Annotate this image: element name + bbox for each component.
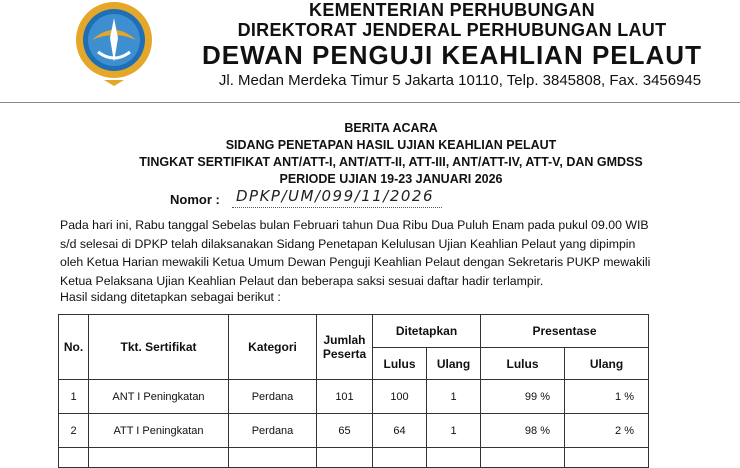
header-participants xyxy=(317,315,373,380)
opening-paragraph xyxy=(60,216,740,290)
cell-participants: 65 xyxy=(317,414,373,448)
header-percentage: Presentase xyxy=(481,315,649,348)
cell-retake-pct: 1 % xyxy=(565,380,649,414)
cell-passed-pct: 99 % xyxy=(481,380,565,414)
header-passed-pct: Lulus xyxy=(481,348,565,380)
letterhead-divider xyxy=(0,102,740,103)
address-line: Jl. Medan Merdeka Timur 5 Jakarta 10110, Telp. 3845808, Fax. 3456945 xyxy=(218,72,702,89)
header-no: No. xyxy=(59,315,89,380)
cell-passed: 64 xyxy=(373,414,427,448)
cell-certificate-level: ANT I Peningkatan xyxy=(89,380,229,414)
cell-retake-pct: 2 % xyxy=(565,414,649,448)
header-certificate-level: Tkt. Sertifikat xyxy=(89,315,229,380)
header-retake: Ulang xyxy=(427,348,481,380)
paragraph-line: Pada hari ini, Rabu tanggal Sebelas bulan Februari tahun Dua Ribu Dua Puluh Enam pada pukul 09.00 WIB xyxy=(60,218,649,232)
cell-category: Perdana xyxy=(229,414,317,448)
header-determined: Ditetapkan xyxy=(373,315,481,348)
ministry-logo-icon xyxy=(70,0,158,86)
cell-certificate-level: ATT I Peningkatan xyxy=(89,414,229,448)
paragraph-line: oleh Ketua Harian mewakili Ketua Umum Dewan Penguji Keahlian Pelaut dengan Sekretaris PUKP mewakili xyxy=(60,255,651,269)
number-dotted-line xyxy=(232,207,442,208)
header-category: Kategori xyxy=(229,315,317,380)
table-row-partial xyxy=(59,448,649,468)
results-table xyxy=(58,314,649,468)
table-row xyxy=(59,414,649,448)
exam-period: PERIODE UJIAN 19-23 JANUARI 2026 xyxy=(279,172,503,186)
certificate-levels: TINGKAT SERTIFIKAT ANT/ATT-I, ANT/ATT-II, ATT-III, ANT/ATT-IV, ATT-V, DAN GMDSS xyxy=(139,155,643,169)
document-title: BERITA ACARA xyxy=(344,121,438,135)
header-participants-line1: Jumlah xyxy=(323,333,366,347)
cell-no: 2 xyxy=(59,414,89,448)
ministry-name: KEMENTERIAN PERHUBUNGAN xyxy=(309,0,595,20)
header-participants-line2: Peserta xyxy=(322,347,367,361)
cell-no: 1 xyxy=(59,380,89,414)
handwritten-number: DPKP/UM/099/11/2026 xyxy=(236,187,435,205)
header-passed: Lulus xyxy=(373,348,427,380)
cell-passed-pct: 98 % xyxy=(481,414,565,448)
header-retake-pct: Ulang xyxy=(565,348,649,380)
cell-participants: 101 xyxy=(317,380,373,414)
cell-passed: 100 xyxy=(373,380,427,414)
board-name: DEWAN PENGUJI KEAHLIAN PELAUT xyxy=(202,40,702,70)
paragraph-line: Ketua Pelaksana Ujian Keahlian Pelaut dan beberapa saksi sesuai daftar hadir terlampir. xyxy=(60,273,544,288)
cell-retake: 1 xyxy=(427,380,481,414)
number-label: Nomor : xyxy=(170,192,220,207)
document-subtitle: SIDANG PENETAPAN HASIL UJIAN KEAHLIAN PELAUT xyxy=(225,138,557,152)
directorate-name: DIREKTORAT JENDERAL PERHUBUNGAN LAUT xyxy=(237,20,667,40)
table-row xyxy=(59,380,649,414)
cell-retake: 1 xyxy=(427,414,481,448)
paragraph-line: s/d selesai di DPKP telah dilaksanakan Sidang Penetapan Kelulusan Ujian Keahlian Pelaut yang dipimpin xyxy=(60,236,636,251)
results-intro: Hasil sidang ditetapkan sebagai berikut : xyxy=(60,290,281,304)
cell-category: Perdana xyxy=(229,380,317,414)
